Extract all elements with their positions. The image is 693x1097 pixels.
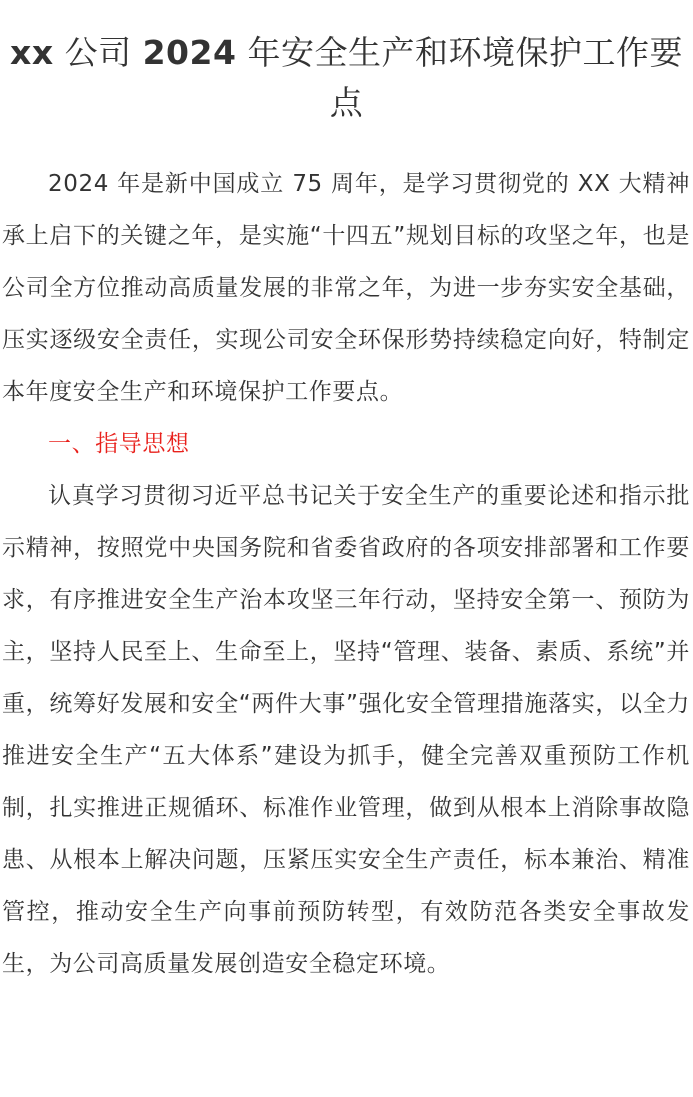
document-body <box>2 158 690 990</box>
guiding-ideology-paragraph: 认真学习贯彻习近平总书记关于安全生产的重要论述和指示批示精神，按照党中央国务院和省委省政府的各项安排部署和工作要求，有序推进安全生产治本攻坚三年行动，坚持安全第一、预防为主，坚持人民至上、生命至上，坚持“管理、装备、素质、系统”并重，统筹好发展和安全“两件大事”强化安全管理措施落实，以全力推进安全生产“五大体系”建设为抓手，健全完善双重预防工作机制，扎实推进正规循环、标准作业管理，做到从根本上消除事故隐患、从根本上解决问题，压紧压实安全生产责任，标本兼治、精准管控，推动安全生产向事前预防转型，有效防范各类安全事故发生，为公司高质量发展创造安全稳定环境。 <box>2 483 690 977</box>
section-heading-guiding-ideology: 一、指导思想 <box>48 431 190 457</box>
title-part-company: 公司 <box>53 33 143 72</box>
title-part-subject: 年安全生产和环境保护工作要点 <box>236 33 683 122</box>
title-company-prefix: xx <box>10 33 54 72</box>
document-title <box>0 28 693 128</box>
intro-paragraph: 2024 年是新中国成立 75 周年，是学习贯彻党的 XX 大精神承上启下的关键之年，是实施“十四五”规划目标的攻坚之年，也是公司全方位推动高质量发展的非常之年，为进一步夯实安全基础，压实逐级安全责任，实现公司安全环保形势持续稳定向好，特制定本年度安全生产和环境保护工作要点。 <box>2 171 690 405</box>
title-year: 2024 <box>142 33 237 72</box>
